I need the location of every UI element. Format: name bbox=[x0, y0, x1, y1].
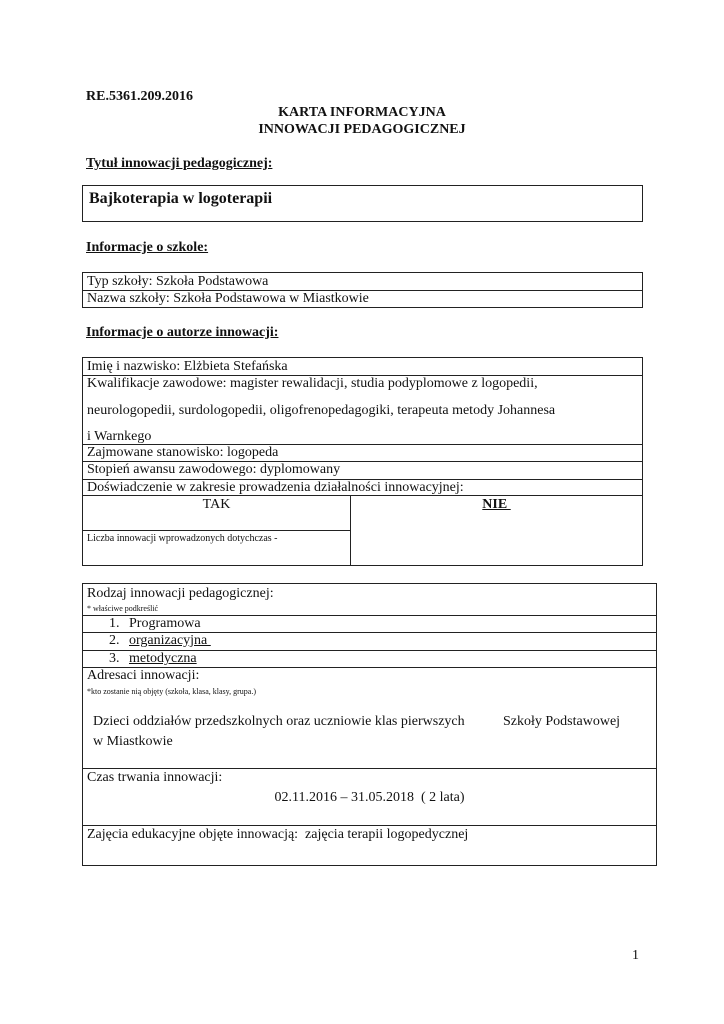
author-info-table bbox=[82, 357, 643, 566]
qualifications-line3: i Warnkego bbox=[87, 429, 152, 444]
innovation-type-heading: Rodzaj innowacji pedagogicznej: bbox=[87, 586, 274, 601]
innovation-type-number-3: 3. bbox=[109, 651, 120, 666]
innovation-title-value: Bajkoterapia w logoterapii bbox=[89, 190, 273, 207]
qualifications-line1: Kwalifikacje zawodowe: magister rewalidacji, studia podyplomowe z logopedii, bbox=[87, 376, 538, 391]
innovations-count-label: Liczba innowacji wprowadzonych dotychczas - bbox=[87, 533, 278, 544]
innovation-title-box bbox=[82, 185, 643, 222]
document-title-line1: KARTA INFORMACYJNA bbox=[278, 105, 446, 120]
author-name-row: Imię i nazwisko: Elżbieta Stefańska bbox=[87, 359, 288, 374]
activities-text: Zajęcia edukacyjne objęte innowacją: zajęcia terapii logopedycznej bbox=[87, 827, 469, 842]
innovation-type-note: * właściwe podkreślić bbox=[87, 604, 159, 613]
experience-yes-label: TAK bbox=[202, 497, 231, 512]
school-name-row: Nazwa szkoły: Szkoła Podstawowa w Miastkowie bbox=[87, 291, 369, 306]
row-divider bbox=[83, 825, 656, 826]
experience-row: Doświadczenie w zakresie prowadzenia działalności innowacyjnej: bbox=[87, 480, 464, 495]
duration-value: 02.11.2016 – 31.05.2018 ( 2 lata) bbox=[274, 790, 465, 805]
page-number: 1 bbox=[632, 948, 639, 963]
school-info-table bbox=[82, 272, 643, 308]
row-divider bbox=[83, 495, 642, 496]
document-title-line2: INNOWACJI PEDAGOGICZNEJ bbox=[258, 122, 466, 137]
innovation-type-number-1: 1. bbox=[109, 616, 120, 631]
document-reference: RE.5361.209.2016 bbox=[86, 89, 193, 104]
qualifications-line2: neurologopedii, surdologopedii, oligofrenopedagogiki, terapeuta metody Johannesa bbox=[87, 403, 556, 418]
row-divider bbox=[83, 768, 656, 769]
promotion-row: Stopień awansu zawodowego: dyplomowany bbox=[87, 462, 341, 477]
row-divider bbox=[83, 530, 350, 531]
addressees-text-line1-end: Szkoły Podstawowej bbox=[503, 714, 621, 729]
position-row: Zajmowane stanowisko: logopeda bbox=[87, 445, 279, 460]
innovation-title-heading: Tytuł innowacji pedagogicznej: bbox=[86, 156, 273, 171]
addressees-note: *kto zostanie nią objęty (szkoła, klasa, klasy, grupa.) bbox=[87, 687, 256, 696]
innovation-type-option-3: metodyczna bbox=[129, 651, 197, 666]
author-info-heading: Informacje o autorze innowacji: bbox=[86, 325, 279, 340]
innovation-type-number-2: 2. bbox=[109, 633, 120, 648]
addressees-heading: Adresaci innowacji: bbox=[87, 668, 200, 683]
addressees-text-line1: Dzieci oddziałów przedszkolnych oraz uczniowie klas pierwszych bbox=[93, 714, 465, 729]
addressees-text-line2: w Miastkowie bbox=[93, 734, 173, 749]
innovation-details-table bbox=[82, 583, 657, 866]
school-type-row: Typ szkoły: Szkoła Podstawowa bbox=[87, 274, 269, 289]
duration-heading: Czas trwania innowacji: bbox=[87, 770, 223, 785]
school-info-heading: Informacje o szkole: bbox=[86, 240, 209, 255]
innovation-type-option-2: organizacyjna bbox=[129, 633, 211, 648]
experience-no-label: NIE bbox=[482, 497, 511, 512]
innovation-type-option-1: Programowa bbox=[129, 616, 201, 631]
